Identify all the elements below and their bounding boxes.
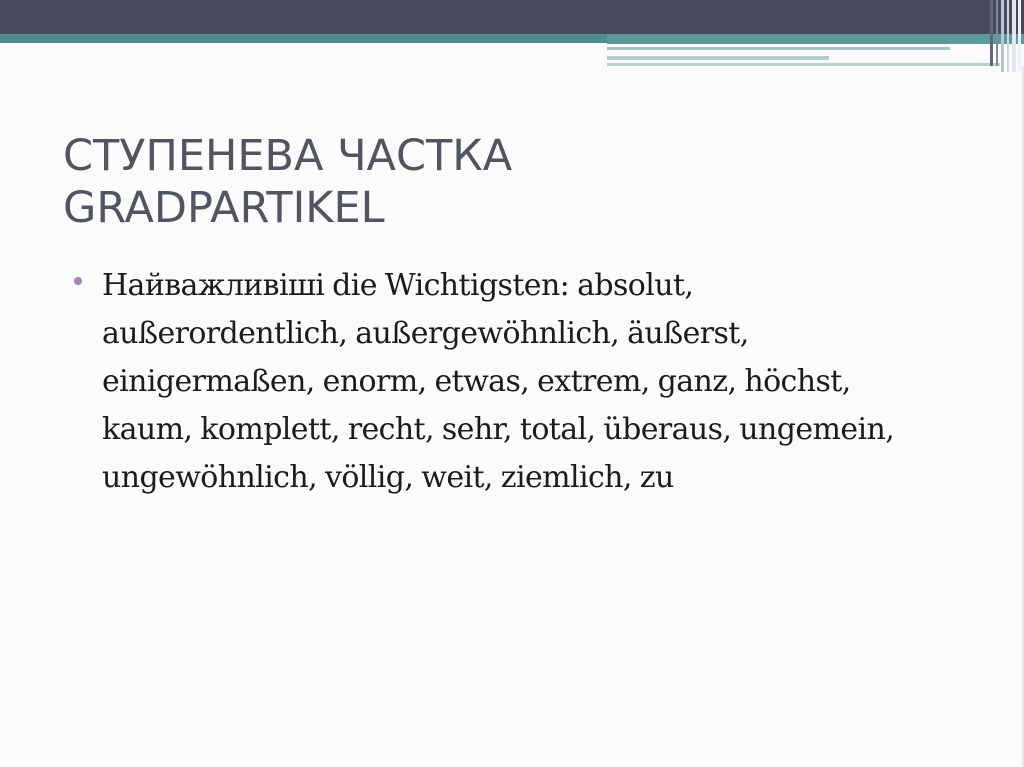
bullet-dot-icon <box>74 277 82 285</box>
edge-stripe-2 <box>996 0 998 66</box>
slide-title-line-2: GRADPARTIKEL <box>63 183 385 233</box>
header-bar-teal-left <box>0 34 620 43</box>
bullet-text: Найважливіші die Wichtigsten: absolut, außerordentlich, außergewöhnlich, äußerst, einigermaßen, enorm, etwas, extrem, ganz, höchst, kaum, komplett, recht, sehr, total, überaus, ungemein, ungewöhnlich, völlig, weit, ziemlich, zu <box>102 268 895 495</box>
header-bar-dark <box>0 0 1024 34</box>
edge-stripe-4 <box>1007 0 1009 72</box>
slide-title <box>63 130 943 234</box>
bullet-item <box>72 262 972 502</box>
header-bar-teal-right <box>607 34 1024 44</box>
edge-stripe-1 <box>990 0 993 66</box>
slide-title-line-1: СТУПЕНЕВА ЧАСТКА <box>63 131 513 181</box>
header-thin-line-2 <box>607 56 829 60</box>
bullet-list <box>72 262 972 502</box>
edge-stripe-6 <box>1018 0 1021 72</box>
edge-stripe-5 <box>1012 0 1016 72</box>
header-thin-line-1 <box>607 47 950 50</box>
header-thin-line-3 <box>607 63 1000 66</box>
edge-stripe-3 <box>1001 0 1004 72</box>
